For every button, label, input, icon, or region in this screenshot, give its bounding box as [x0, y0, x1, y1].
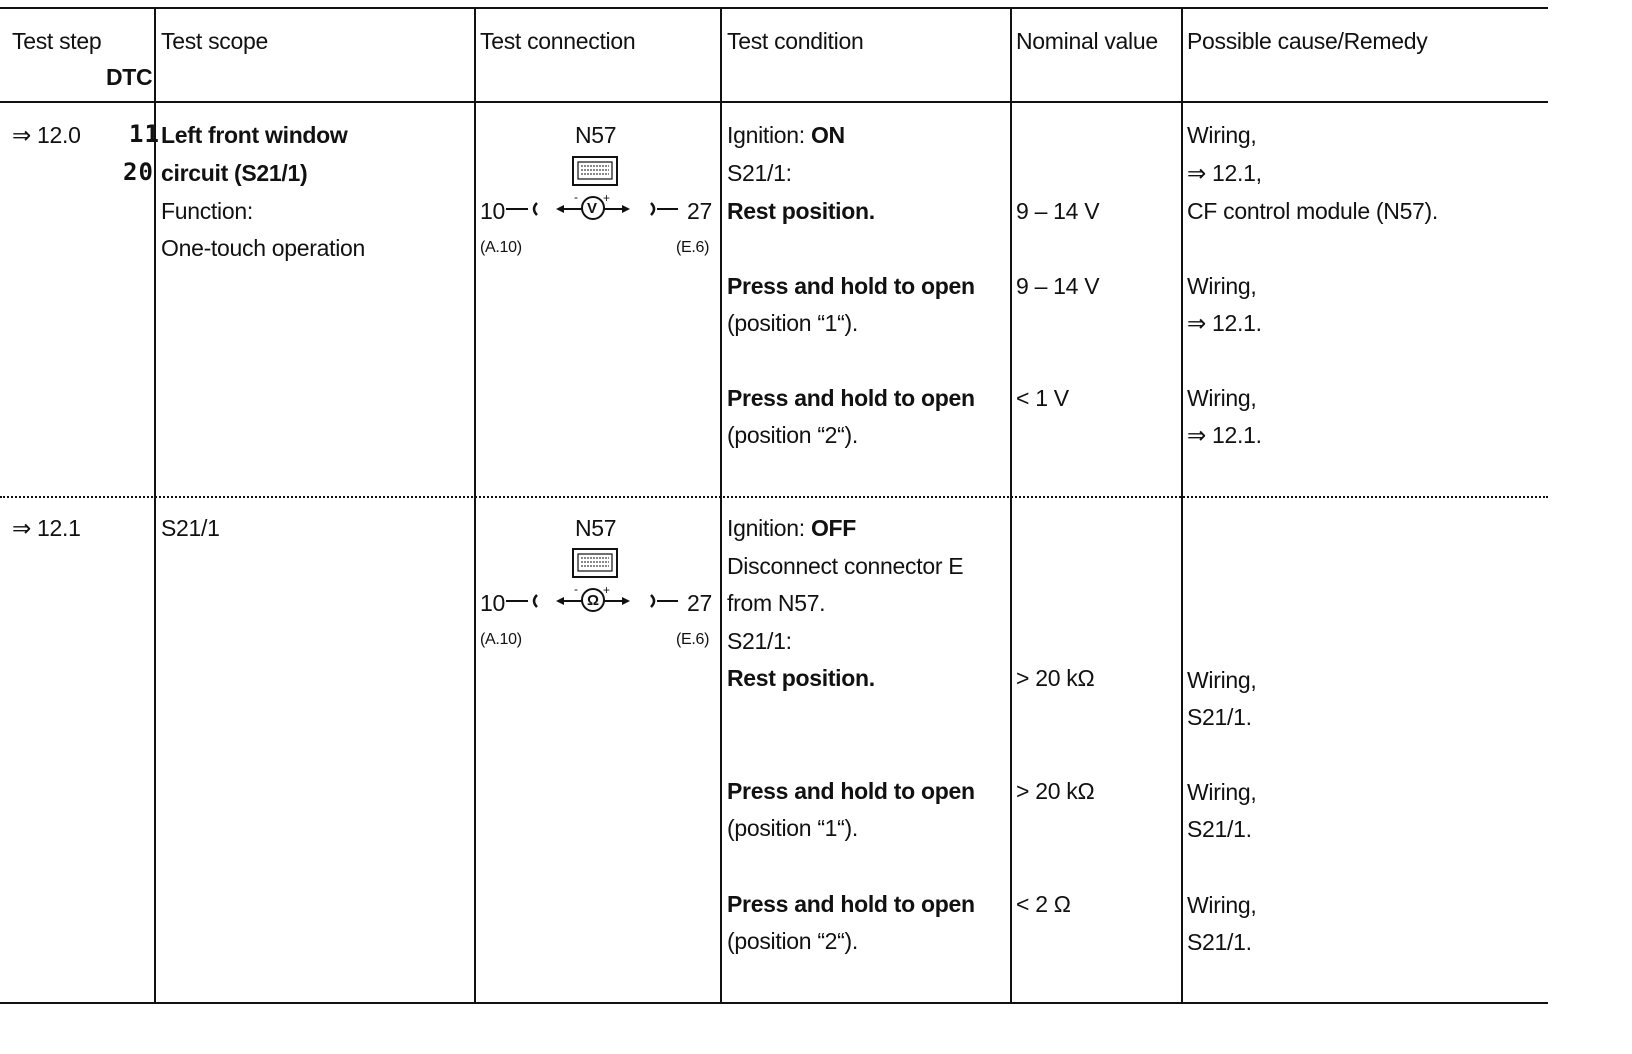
- header-test-connection: Test connection: [480, 28, 636, 54]
- nominal-value: > 20 kΩ: [1016, 665, 1095, 691]
- remedy-line: S21/1.: [1187, 929, 1252, 955]
- condition-ignition-state: ON: [810, 122, 845, 148]
- col-divider-3: [720, 7, 722, 1004]
- left-pin-number: 10: [480, 590, 505, 616]
- condition-ignition: [727, 517, 856, 540]
- module-label: N57: [575, 122, 617, 148]
- condition-ignition-state: OFF: [810, 515, 857, 541]
- header-test-condition: Test condition: [727, 28, 864, 54]
- condition-ignition-label: Ignition:: [727, 122, 811, 148]
- nominal-value: 9 – 14 V: [1016, 198, 1100, 224]
- left-pin-label: (A.10): [480, 631, 522, 648]
- test-step-12-1: ⇒ 12.1: [12, 515, 81, 541]
- col-divider-2: [474, 7, 476, 1004]
- header-nominal-value: Nominal value: [1016, 28, 1158, 54]
- remedy-line: CF control module (N57).: [1187, 198, 1438, 224]
- remedy-line: Wiring,: [1187, 892, 1257, 918]
- module-label: N57: [575, 515, 617, 541]
- condition-position: (position “2“).: [727, 422, 858, 448]
- remedy-line: Wiring,: [1187, 667, 1257, 693]
- condition-press-hold: Press and hold to open: [727, 778, 975, 804]
- col-divider-4: [1010, 7, 1012, 1004]
- remedy-line: Wiring,: [1187, 385, 1257, 411]
- dtc-code-20: 20: [123, 158, 154, 186]
- svg-text:-: -: [574, 582, 578, 596]
- svg-text:+: +: [603, 191, 610, 205]
- remedy-line: S21/1.: [1187, 704, 1252, 730]
- condition-switch: S21/1:: [727, 160, 792, 186]
- remedy-line: S21/1.: [1187, 816, 1252, 842]
- test-step-12-0: ⇒ 12.0: [12, 122, 81, 148]
- header-dtc: DTC: [106, 64, 153, 90]
- module-icon: [572, 548, 618, 578]
- left-pin-label: (A.10): [480, 239, 522, 256]
- header-possible-cause: Possible cause/Remedy: [1187, 28, 1428, 54]
- col-divider-5: [1181, 7, 1183, 1004]
- condition-ignition: [727, 124, 845, 147]
- condition-rest-position: Rest position.: [727, 198, 875, 224]
- header-test-scope: Test scope: [161, 28, 268, 54]
- remedy-line: Wiring,: [1187, 273, 1257, 299]
- remedy-line: ⇒ 12.1,: [1187, 160, 1262, 186]
- svg-text:+: +: [603, 583, 610, 597]
- scope-function-value: One-touch operation: [161, 235, 365, 261]
- condition-press-hold: Press and hold to open: [727, 273, 975, 299]
- condition-position: (position “2“).: [727, 928, 858, 954]
- condition-switch: S21/1:: [727, 628, 792, 654]
- remedy-line: Wiring,: [1187, 779, 1257, 805]
- svg-text:-: -: [574, 190, 578, 204]
- condition-position: (position “1“).: [727, 310, 858, 336]
- right-pin-label: (E.6): [676, 631, 710, 648]
- right-pin-number: 27: [687, 590, 712, 616]
- row-separator: [0, 496, 1548, 498]
- condition-ignition-label: Ignition:: [727, 515, 811, 541]
- scope-function-label: Function:: [161, 198, 253, 224]
- table-bottom-rule: [0, 1002, 1548, 1004]
- nominal-value: 9 – 14 V: [1016, 273, 1100, 299]
- right-pin-number: 27: [687, 198, 712, 224]
- condition-rest-position: Rest position.: [727, 665, 875, 691]
- header-bottom-rule: [0, 101, 1548, 103]
- meter-symbol: Ω: [587, 592, 599, 609]
- nominal-value: > 20 kΩ: [1016, 778, 1095, 804]
- module-icon: [572, 156, 618, 186]
- scope-title-line-2: circuit (S21/1): [161, 160, 308, 186]
- meter-symbol: V: [587, 200, 597, 217]
- right-pin-label: (E.6): [676, 239, 710, 256]
- remedy-line: Wiring,: [1187, 122, 1257, 148]
- condition-press-hold: Press and hold to open: [727, 385, 975, 411]
- header-test-step: Test step: [12, 28, 102, 54]
- col-divider-1: [154, 7, 156, 1004]
- condition-position: (position “1“).: [727, 815, 858, 841]
- remedy-line: ⇒ 12.1.: [1187, 310, 1262, 336]
- table-top-rule: [0, 7, 1548, 9]
- condition-disconnect: Disconnect connector E: [727, 553, 964, 579]
- condition-from-module: from N57.: [727, 590, 826, 616]
- nominal-value: < 1 V: [1016, 385, 1069, 411]
- remedy-line: ⇒ 12.1.: [1187, 422, 1262, 448]
- scope-component: S21/1: [161, 515, 220, 541]
- scope-title-line-1: Left front window: [161, 122, 348, 148]
- nominal-value: < 2 Ω: [1016, 891, 1071, 917]
- left-pin-number: 10: [480, 198, 505, 224]
- condition-press-hold: Press and hold to open: [727, 891, 975, 917]
- dtc-code-11: 11: [129, 120, 160, 148]
